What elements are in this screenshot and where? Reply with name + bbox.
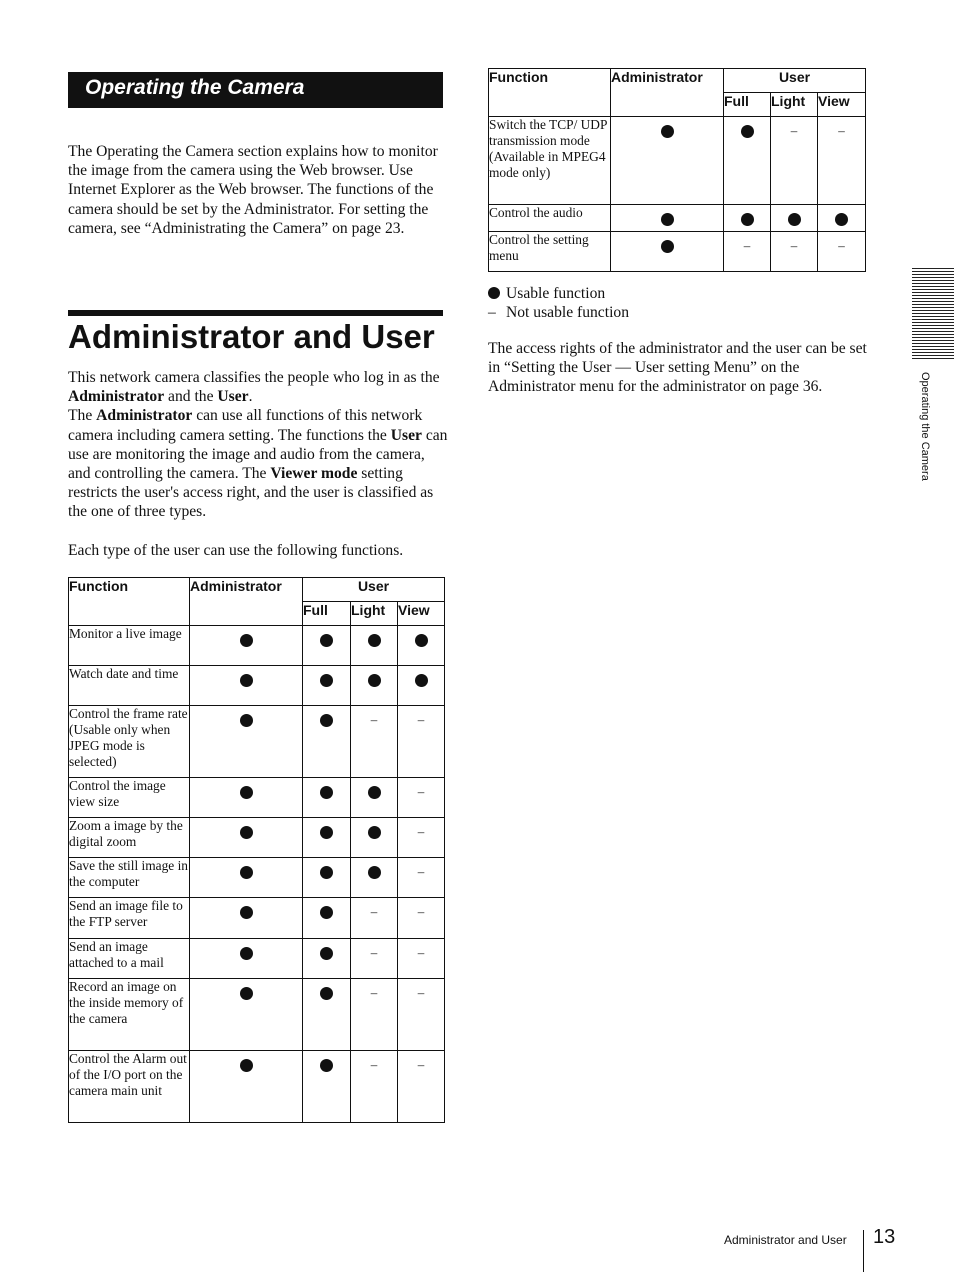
intro-paragraph: The Operating the Camera section explains how to monitor the image from the camera using the Web browser. Use Internet Explorer as the Web browser. The functions of the camera should be set by the Administrator. For setting the camera, see “Administrating the Camera” on page 23.	[68, 143, 438, 237]
usable-dot-icon	[661, 240, 674, 253]
dash-icon: –	[417, 1057, 425, 1072]
header-administrator: Administrator	[190, 578, 303, 626]
usable-dot-icon	[320, 866, 333, 879]
admin-cell	[190, 666, 303, 706]
page-heading: Administrator and User	[68, 318, 435, 355]
light-cell	[351, 898, 398, 939]
dash-icon: –	[743, 238, 751, 253]
header-full: Full	[724, 93, 771, 117]
header-user: User	[303, 578, 445, 602]
footer-label: Administrator and User	[724, 1233, 847, 1247]
dash-icon: –	[790, 123, 798, 138]
full-cell	[724, 205, 771, 232]
usable-dot-icon	[320, 826, 333, 839]
table-row	[69, 706, 445, 778]
function-cell: Control the audio	[489, 205, 611, 232]
usable-dot-icon	[488, 287, 500, 299]
table-row	[69, 778, 445, 818]
side-tab-label: Operating the Camera	[919, 372, 931, 481]
view-cell	[398, 666, 445, 706]
function-table-right	[488, 68, 866, 272]
admin-cell	[190, 778, 303, 818]
usable-dot-icon	[320, 714, 333, 727]
view-cell	[398, 858, 445, 898]
function-cell: Control the Alarm out of the I/O port on the camera main unit	[69, 1051, 190, 1123]
usable-dot-icon	[240, 674, 253, 687]
header-light: Light	[771, 93, 818, 117]
page-number: 13	[873, 1226, 896, 1248]
full-cell	[303, 706, 351, 778]
table-row	[489, 205, 866, 232]
dash-icon: –	[838, 238, 845, 253]
usable-dot-icon	[788, 213, 801, 226]
light-cell	[351, 818, 398, 858]
light-cell	[351, 666, 398, 706]
header-function: Function	[69, 578, 190, 626]
function-cell: Control the image view size	[69, 778, 190, 818]
usable-dot-icon	[661, 213, 674, 226]
function-cell: Record an image on the inside memory of the camera	[69, 979, 190, 1051]
section-banner	[68, 72, 443, 108]
usable-dot-icon	[240, 1059, 253, 1072]
admin-cell	[190, 858, 303, 898]
dash-icon: –	[417, 985, 425, 1000]
admin-cell	[611, 205, 724, 232]
full-cell	[303, 626, 351, 666]
dash-icon: –	[370, 712, 378, 727]
usable-dot-icon	[320, 634, 333, 647]
usable-dot-icon	[320, 674, 333, 687]
full-cell	[303, 818, 351, 858]
view-cell	[398, 778, 445, 818]
light-cell	[771, 205, 818, 232]
table-row	[69, 979, 445, 1051]
table-row	[69, 626, 445, 666]
function-cell: Send an image attached to a mail	[69, 939, 190, 979]
function-cell: Control the setting menu	[489, 232, 611, 272]
function-cell: Switch the TCP/ UDP transmission mode (Available in MPEG4 mode only)	[489, 117, 611, 205]
function-cell: Monitor a live image	[69, 626, 190, 666]
table-row	[69, 939, 445, 979]
view-cell	[398, 1051, 445, 1123]
usable-dot-icon	[240, 987, 253, 1000]
usable-dot-icon	[240, 826, 253, 839]
section-tab-marks	[912, 268, 954, 360]
dash-icon: –	[370, 904, 378, 919]
dash-icon: –	[417, 945, 425, 960]
usable-dot-icon	[320, 906, 333, 919]
usable-dot-icon	[368, 634, 381, 647]
usable-dot-icon	[240, 906, 253, 919]
dash-icon: –	[417, 824, 425, 839]
admin-cell	[190, 706, 303, 778]
usable-dot-icon	[741, 213, 754, 226]
header-full: Full	[303, 602, 351, 626]
usable-dot-icon	[240, 634, 253, 647]
table-row	[69, 1051, 445, 1123]
usable-dot-icon	[415, 634, 428, 647]
footer-rule	[863, 1230, 864, 1272]
dash-icon: –	[417, 904, 425, 919]
usable-dot-icon	[368, 786, 381, 799]
dash-icon: –	[790, 238, 798, 253]
table-row	[489, 232, 866, 272]
view-cell	[398, 939, 445, 979]
dash-icon: –	[370, 945, 378, 960]
admin-cell	[190, 979, 303, 1051]
light-cell	[351, 979, 398, 1051]
view-cell	[818, 232, 866, 272]
full-cell	[303, 979, 351, 1051]
light-cell	[351, 778, 398, 818]
full-cell	[724, 232, 771, 272]
full-cell	[303, 666, 351, 706]
table-row	[69, 858, 445, 898]
function-table-left	[68, 577, 445, 1123]
heading-rule	[68, 310, 443, 316]
table-row	[69, 818, 445, 858]
dash-icon: –	[417, 784, 425, 799]
light-cell	[351, 939, 398, 979]
admin-cell	[190, 898, 303, 939]
table-row	[69, 898, 445, 939]
light-cell	[351, 706, 398, 778]
usable-dot-icon	[368, 866, 381, 879]
dash-icon: –	[488, 304, 496, 321]
function-cell: Send an image file to the FTP server	[69, 898, 190, 939]
full-cell	[303, 778, 351, 818]
full-cell	[303, 858, 351, 898]
header-view: View	[818, 93, 866, 117]
body-paragraph-3: The access rights of the administrator and the user can be set in “Setting the User — User setting Menu” on the Administrator menu for the administrator on page 36.	[488, 340, 867, 396]
usable-dot-icon	[661, 125, 674, 138]
admin-cell	[190, 818, 303, 858]
view-cell	[818, 117, 866, 205]
header-administrator: Administrator	[611, 69, 724, 117]
legend-not-usable-label: Not usable function	[506, 304, 629, 321]
usable-dot-icon	[320, 947, 333, 960]
table-row	[69, 666, 445, 706]
full-cell	[303, 939, 351, 979]
light-cell	[771, 117, 818, 205]
usable-dot-icon	[741, 125, 754, 138]
usable-dot-icon	[320, 1059, 333, 1072]
table-row	[489, 117, 866, 205]
admin-cell	[190, 1051, 303, 1123]
dash-icon: –	[370, 985, 378, 1000]
header-light: Light	[351, 602, 398, 626]
usable-dot-icon	[240, 866, 253, 879]
usable-dot-icon	[240, 786, 253, 799]
admin-cell	[190, 939, 303, 979]
usable-dot-icon	[415, 674, 428, 687]
body-paragraph-1: This network camera classifies the people who log in as the Administrator and the User. The Administrator can use all functions of this network camera including camera setting. The functions the User can use are monitoring the image and audio from the camera, and controlling the camera. The Viewer mode setting restricts the user's access right, and the user is classified as the one of three types.	[68, 369, 448, 521]
header-user: User	[724, 69, 866, 93]
full-cell	[303, 898, 351, 939]
legend-usable	[488, 284, 605, 303]
usable-dot-icon	[835, 213, 848, 226]
light-cell	[351, 858, 398, 898]
full-cell	[303, 1051, 351, 1123]
function-cell: Zoom a image by the digital zoom	[69, 818, 190, 858]
light-cell	[351, 626, 398, 666]
function-cell: Watch date and time	[69, 666, 190, 706]
usable-dot-icon	[320, 987, 333, 1000]
header-function: Function	[489, 69, 611, 117]
dash-icon: –	[417, 864, 425, 879]
usable-dot-icon	[240, 714, 253, 727]
legend-usable-label: Usable function	[506, 285, 606, 302]
view-cell	[398, 818, 445, 858]
legend-not-usable	[488, 303, 629, 322]
admin-cell	[190, 626, 303, 666]
light-cell	[351, 1051, 398, 1123]
dash-icon: –	[838, 123, 845, 138]
usable-dot-icon	[368, 826, 381, 839]
view-cell	[398, 898, 445, 939]
body-paragraph-2: Each type of the user can use the following functions.	[68, 542, 404, 559]
usable-dot-icon	[368, 674, 381, 687]
view-cell	[398, 979, 445, 1051]
admin-cell	[611, 117, 724, 205]
function-cell: Control the frame rate (Usable only when JPEG mode is selected)	[69, 706, 190, 778]
dash-icon: –	[417, 712, 425, 727]
view-cell	[818, 205, 866, 232]
header-view: View	[398, 602, 445, 626]
dash-icon: –	[370, 1057, 378, 1072]
full-cell	[724, 117, 771, 205]
usable-dot-icon	[240, 947, 253, 960]
admin-cell	[611, 232, 724, 272]
section-title: Operating the Camera	[85, 76, 305, 99]
function-cell: Save the still image in the computer	[69, 858, 190, 898]
usable-dot-icon	[320, 786, 333, 799]
light-cell	[771, 232, 818, 272]
view-cell	[398, 706, 445, 778]
view-cell	[398, 626, 445, 666]
